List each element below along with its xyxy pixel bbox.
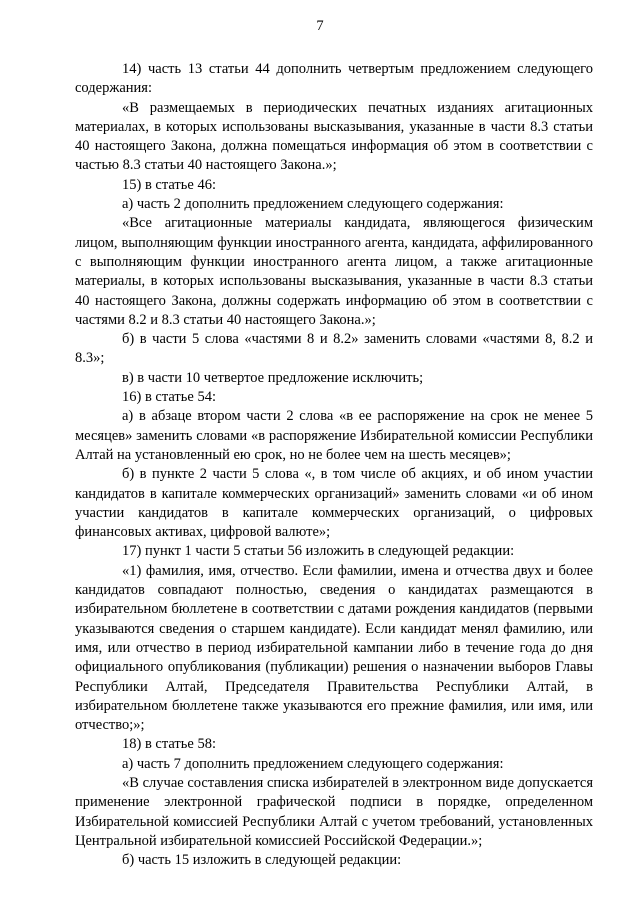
paragraph: «1) фамилия, имя, отчество. Если фамилии, имена и отчества двух и более кандидатов совпадают полностью, сведения о кандидатах размещаются в избирательном бюллетене в соответствии с датами рождения кандидатов (первыми указываются сведения о старшем кандидате). Если кандидат менял фамилию, или имя, или отчество в период избирательной кампании либо в течение года до дня официального опубликования (публикации) решения о назначении выборов Главы Республики Алтай, Председателя Правительства Республики Алтай, в избирательном бюллетене также указываются его прежние фамилия, или имя, или отчество;»;	[75, 562, 593, 734]
page-number: 7	[316, 18, 324, 34]
paragraph: 18) в статье 58:	[122, 736, 216, 753]
document-body	[75, 60, 593, 870]
paragraph: б) часть 15 изложить в следующей редакции:	[122, 852, 402, 869]
paragraph: а) в абзаце втором части 2 слова «в ее распоряжение на срок не менее 5 месяцев» заменить словами «в распоряжение Избирательной комиссии Республики Алтай на установленный ею срок, но не более чем на шесть месяцев»;	[75, 408, 593, 463]
paragraph: 14) часть 13 статьи 44 дополнить четвертым предложением следующего содержания:	[75, 61, 593, 97]
paragraph: а) часть 7 дополнить предложением следующего содержания:	[122, 755, 504, 772]
paragraph: 16) в статье 54:	[122, 389, 216, 406]
paragraph: «В размещаемых в периодических печатных изданиях агитационных материалах, в которых использованы высказывания, указанные в части 8.3 статьи 40 настоящего Закона, должна помещаться информация об этом в соответствии с частью 8.3 статьи 40 настоящего Закона.»;	[75, 99, 593, 174]
paragraph: «Все агитационные материалы кандидата, являющегося физическим лицом, выполняющим функции иностранного агента, кандидата, аффилированного с выполняющим функции иностранного агента лицом, а также агитационные материалы, в которых использованы высказывания, указанные в части 8.3 статьи 40 настоящего Закона, должны содержать информацию об этом в соответствии с частями 8.2 и 8.3 статьи 40 настоящего Закона.»;	[75, 215, 593, 328]
paragraph: б) в пункте 2 части 5 слова «, в том числе об акциях, и об ином участии кандидатов в капитале коммерческих организаций» заменить словами «и об ином участии кандидатов в капитале коммерческих организаций, о цифровых финансовых активах, цифровой валюте»;	[75, 466, 593, 541]
paragraph: 17) пункт 1 части 5 статьи 56 изложить в следующей редакции:	[122, 543, 515, 560]
paragraph: 15) в статье 46:	[122, 176, 216, 193]
paragraph: а) часть 2 дополнить предложением следующего содержания:	[122, 196, 504, 213]
paragraph: б) в части 5 слова «частями 8 и 8.2» заменить словами «частями 8, 8.2 и 8.3»;	[75, 331, 593, 367]
paragraph: «В случае составления списка избирателей в электронном виде допускается применение электронной графической подписи в порядке, определенном Избирательной комиссией Республики Алтай с учетом требований, установленных Центральной избирательной комиссией Российской Федерации.»;	[75, 774, 593, 849]
paragraph: в) в части 10 четвертое предложение исключить;	[122, 369, 424, 386]
